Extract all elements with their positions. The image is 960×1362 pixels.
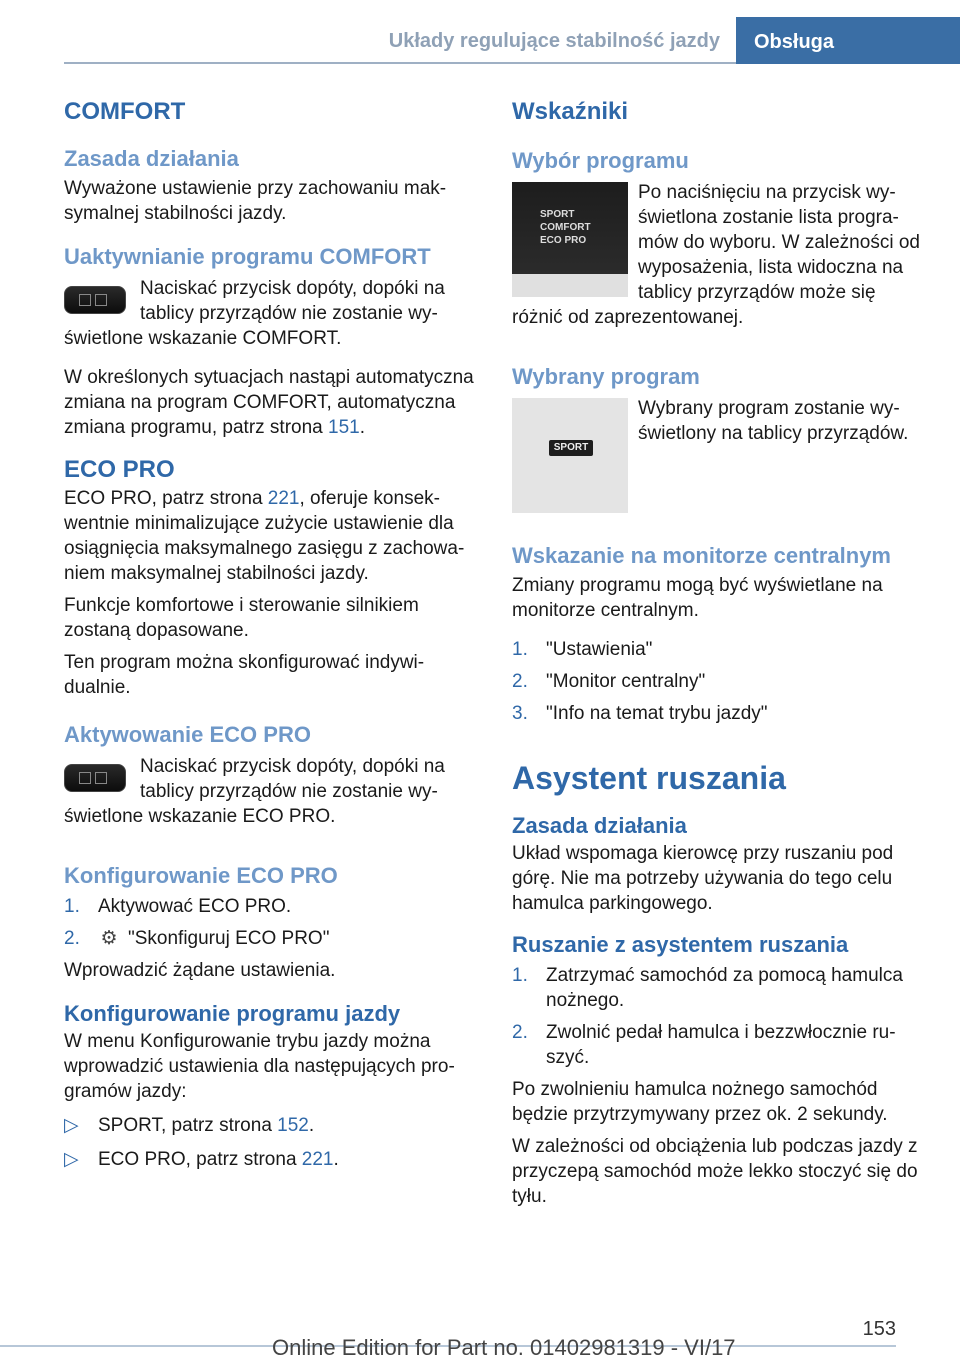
zaleznosc-text: W zależności od obciążenia lub podczas jazdy z przyczepą samochód może lekko stoczyć się do tyłu. (512, 1136, 918, 1207)
page-link-221[interactable]: 221 (267, 488, 300, 509)
wskazniki-title: Wskaźniki (512, 98, 629, 125)
ecopro-text: ECO PRO, patrz strona 221, oferuje konsekwentnie minimalizujące zużycie ustawienie dla osiągnięcia maksymalnego zasięgu z zachowaniem maksymalnej stabilności jazdy. (64, 488, 465, 584)
aktyw-title: Aktywowanie ECO PRO (64, 722, 311, 747)
zasada-title: Zasada działania (64, 146, 239, 171)
list-item: 2. "Monitor centralny" (512, 671, 706, 692)
prog-text: W menu Konfigurowanie trybu jazdy można wprowadzić ustawienia dla następujących programów jazdy: (64, 1031, 455, 1102)
comfort-title: COMFORT (64, 98, 186, 125)
list-item: 1. Aktywować ECO PRO. (64, 896, 292, 917)
list-item: ▷ ECO PRO, patrz strona 221. (64, 1149, 339, 1170)
wybor-title: Wybór programu (512, 148, 689, 173)
list-item: 3. "Info na temat trybu jazdy" (512, 703, 768, 724)
list-item: 2. Zwolnić pedał hamulca i bezzwłocznie ruszyć. (512, 1022, 896, 1068)
list-item: 2. ⚙ "Skonfiguruj ECO PRO" (64, 928, 330, 949)
page-number: 153 (862, 1318, 896, 1340)
aktyw-text: Naciskać przycisk dopóty, dopóki na tablicy przyrządów nie zostanie wyświetlone wskazanie ECO PRO. (64, 756, 445, 827)
wprowadzic-text: Wprowadzić żądane ustawienia. (64, 960, 336, 981)
uaktyw-title: Uaktywnianie programu COMFORT (64, 244, 431, 269)
sport-badge: SPORT (549, 440, 593, 456)
wybrany-text: Wybrany program zostanie wyświetlony na tablicy przyrządów. (638, 398, 909, 444)
konfig-title: Konfigurowanie ECO PRO (64, 863, 338, 888)
list-item: ▷ SPORT, patrz strona 152. (64, 1115, 315, 1136)
list-item: 1. Zatrzymać samochód za pomocą hamulca nożnego. (512, 965, 903, 1011)
header-tab: Obsługa (736, 17, 960, 64)
page-link-221[interactable]: 221 (301, 1149, 334, 1170)
ecopro-title: ECO PRO (64, 456, 175, 483)
page-link-152[interactable]: 152 (277, 1115, 309, 1136)
konfig-steps (64, 894, 482, 951)
monitor-steps (512, 637, 930, 726)
selected-program-screen (512, 398, 628, 513)
zwolnieniu-text: Po zwolnieniu hamulca nożnego samochód będzie przytrzymywany przez ok. 2 sekundy. (512, 1079, 888, 1125)
asystent-zasada-title: Zasada działania (512, 813, 687, 838)
mode-button-image (64, 282, 126, 314)
uaktyw-text: Naciskać przycisk dopóty, dopóki na tablicy przyrządów nie zostanie wyświetlone wskazanie COMFORT. (64, 278, 445, 349)
mode-button-image (64, 760, 126, 792)
edition-note: Online Edition for Part no. 01402981319 - VI/17 (272, 1335, 736, 1360)
zasada-text: Wyważone ustawienie przy zachowaniu maksymalnej stabilności jazdy. (64, 178, 447, 224)
asystent-zasada-text: Układ wspomaga kierowcę przy ruszaniu pod górę. Nie ma potrzeby używania do tego celu hamulca parkingowego. (512, 843, 894, 914)
ruszanie-steps (512, 963, 930, 1070)
gear-icon: ⚙ (100, 928, 118, 949)
funkcje-text: Funkcje komfortowe i sterowanie silnikiem zostaną dopasowane. (64, 595, 419, 641)
prog-list (64, 1113, 482, 1172)
wybrany-title: Wybrany program (512, 364, 700, 389)
program-list-screen: SPORT COMFORT ECO PRO (512, 182, 628, 297)
right-column (512, 98, 930, 1209)
list-item: 1. "Ustawienia" (512, 639, 653, 660)
ruszanie-title: Ruszanie z asystentem ruszania (512, 932, 849, 957)
wybor-text: Po naciśnięciu na przycisk wyświetlona zostanie lista programów do wyboru. W zależności od wyposażenia, lista widoczna na tablicy przyrządów może się różnić od zaprezentowanej. (512, 182, 920, 328)
page-link-151[interactable]: 151 (328, 417, 360, 438)
sytuacje-text: W określonych sytuacjach nastąpi automatyczna zmiana na program COMFORT, automatyczna zmiana programu, patrz strona 151. (64, 367, 474, 438)
header-title: Układy regulujące stabilność jazdy (388, 30, 720, 52)
asystent-title: Asystent ruszania (512, 760, 786, 796)
left-column (64, 98, 482, 1172)
monitor-title: Wskazanie na monitorze centralnym (512, 543, 891, 568)
monitor-text: Zmiany programu mogą być wyświetlane na monitorze centralnym. (512, 575, 883, 621)
prog-title: Konfigurowanie programu jazdy (64, 1001, 401, 1026)
indyw-text: Ten program można skonfigurować indywidualnie. (64, 652, 425, 698)
